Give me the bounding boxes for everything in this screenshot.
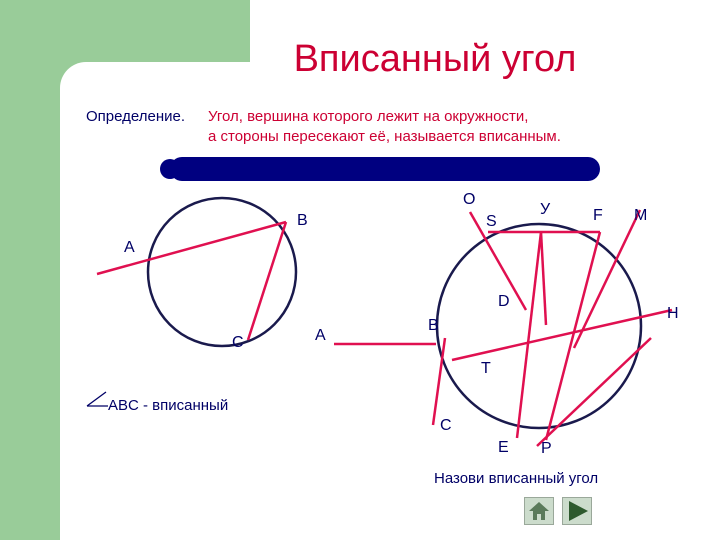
fig2-label-s: S <box>486 213 497 230</box>
fig2-label-o: O <box>463 191 476 208</box>
fig2-label-h: H <box>667 305 679 322</box>
slide-title: Вписанный угол <box>293 38 577 80</box>
home-button[interactable] <box>524 497 554 525</box>
fig2-label-b: B <box>428 317 439 334</box>
next-slide-button[interactable] <box>562 497 592 525</box>
angle-symbol-icon <box>87 392 106 406</box>
definition-lead: Определение. <box>86 108 186 125</box>
fig2-label-m: M <box>634 207 648 224</box>
home-icon <box>525 498 553 524</box>
fig2-label-f: F <box>593 207 603 224</box>
definition-line-2: а стороны пересекают её, называется вписанным. <box>208 128 561 145</box>
fig1-label-c: C <box>232 334 244 351</box>
fig2-caption: Назови вписанный угол <box>434 470 599 487</box>
line-t-h <box>452 310 672 360</box>
line-p-h <box>537 338 651 446</box>
fig2-label-d: D <box>498 293 510 310</box>
fig2-label-a: A <box>315 327 326 344</box>
fig1-label-a: A <box>124 239 135 256</box>
fig2-label-p: P <box>541 440 552 457</box>
line-e <box>517 232 541 438</box>
fig2-label-y: У <box>540 201 551 218</box>
line-y <box>541 232 546 325</box>
fig2-label-t: T <box>481 360 491 377</box>
fig1-caption: ABC - вписанный <box>108 397 229 414</box>
play-right-icon <box>563 498 591 524</box>
circle-1 <box>148 198 296 346</box>
definition-line-1: Угол, вершина которого лежит на окружности, <box>208 108 529 125</box>
fig1-label-b: B <box>297 212 308 229</box>
fig2-label-e: E <box>498 439 509 456</box>
fig1-side-bc <box>248 222 286 340</box>
fig2-label-c: C <box>440 417 452 434</box>
